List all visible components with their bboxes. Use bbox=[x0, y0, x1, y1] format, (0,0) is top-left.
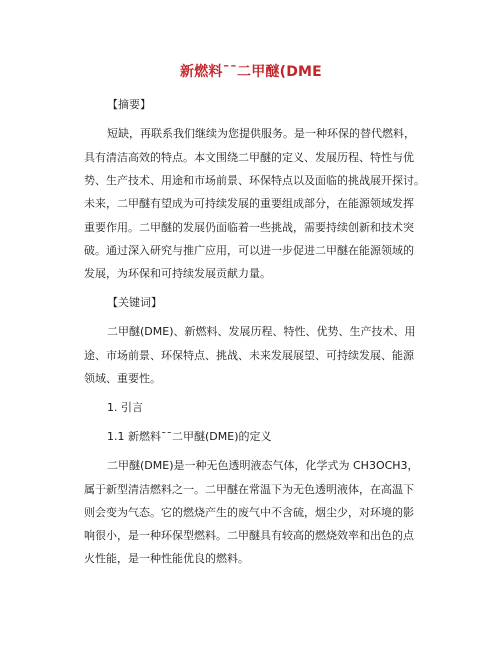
abstract-line: 具有清洁高效的特点。本文围绕二甲醚的定义、发展历程、特性与优 bbox=[84, 151, 414, 164]
subsection-heading: 1.1 新燃料¯¯二甲醚(DME)的定义 bbox=[107, 430, 272, 443]
document-title: 新燃料¯¯二甲醚(DME bbox=[180, 64, 322, 80]
keywords-line: 二甲醚(DME)、新燃料、发展历程、特性、优势、生产技术、用 bbox=[107, 325, 416, 338]
body-line: 响很小，是一种环保型燃料。二甲醚具有较高的燃烧效率和出色的点 bbox=[84, 529, 414, 542]
keywords-line: 途、市场前景、环保特点、挑战、未来发展展望、可持续发展、能源 bbox=[84, 349, 414, 362]
abstract-line: 短缺，再联系我们继续为您提供服务。是一种环保的替代燃料， bbox=[107, 127, 415, 140]
keywords-line: 领域、重要性。 bbox=[84, 372, 161, 385]
body-line: 则会变为气态。它的燃烧产生的废气中不含硫，烟尘少，对环境的影 bbox=[84, 506, 414, 519]
abstract-line: 重要作用。二甲醚的发展仍面临着一些挑战，需要持续创新和技术突 bbox=[84, 221, 414, 234]
abstract-line: 未来，二甲醚有望成为可持续发展的重要组成部分，在能源领域发挥 bbox=[84, 197, 414, 210]
section-heading: 1. 引言 bbox=[107, 401, 143, 414]
abstract-line: 势、生产技术、用途和市场前景、环保特点以及面临的挑战展开探讨。 bbox=[84, 174, 425, 187]
body-line: 二甲醚(DME)是一种无色透明液态气体，化学式为 CH3OCH3， bbox=[107, 459, 419, 472]
abstract-heading: 【摘要】 bbox=[107, 98, 151, 111]
abstract-line: 破。通过深入研究与推广应用，可以进一步促进二甲醚在能源领域的 bbox=[84, 244, 414, 257]
keywords-heading: 【关键词】 bbox=[107, 296, 162, 309]
abstract-line: 发展，为环保和可持续发展贡献力量。 bbox=[84, 267, 271, 280]
body-line: 火性能，是一种性能优良的燃料。 bbox=[84, 552, 249, 565]
body-line: 属于新型清洁燃料之一。二甲醚在常温下为无色透明液体，在高温下 bbox=[84, 483, 414, 496]
